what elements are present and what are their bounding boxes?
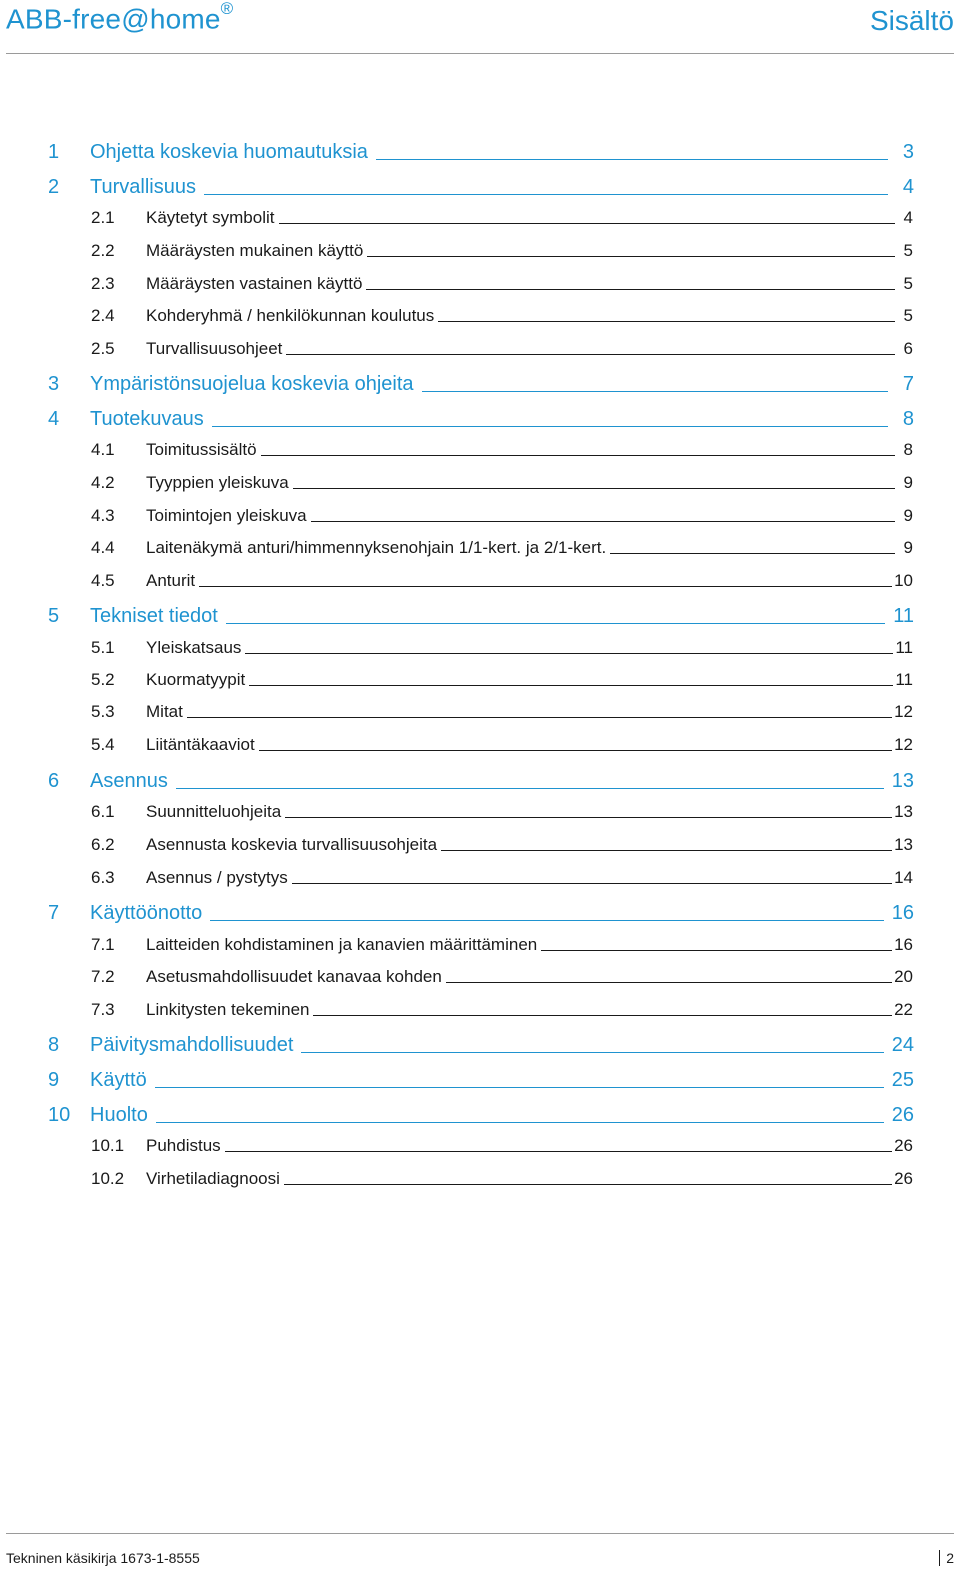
toc-leader-line [259,749,892,751]
toc-leader-line [311,520,895,522]
toc-leader-line [212,425,888,427]
toc-leader-line [284,1183,892,1185]
toc-title: Toimintojen yleiskuva [146,506,307,525]
toc-number: 8 [48,1034,60,1056]
toc-number: 4.1 [91,440,115,459]
footer-page-number: 2 [939,1550,954,1566]
toc-page-number: 7 [902,373,914,395]
toc-number: 6.1 [91,802,115,821]
toc-entry-section[interactable] [0,800,960,822]
toc-page-number: 26 [891,1104,914,1126]
toc-number: 2.1 [91,208,115,227]
toc-leader-line [176,787,884,789]
toc-entry-chapter[interactable] [0,173,960,199]
brand-name: ABB-free@home [6,3,221,35]
toc-entry-chapter[interactable] [0,1066,960,1092]
toc-entry-section[interactable] [0,933,960,955]
toc-page-number: 9 [903,538,913,557]
toc-title: Turvallisuusohjeet [146,339,283,358]
toc-number: 10.2 [91,1169,125,1188]
toc-title: Käyttöönotto [90,902,203,924]
toc-title: Asennus / pystytys [146,868,288,887]
toc-page-number: 26 [894,1136,913,1155]
toc-page-number: 11 [895,638,913,657]
toc-number: 4.5 [91,571,115,590]
toc-title: Anturit [146,571,196,590]
toc-entry-section[interactable] [0,471,960,493]
toc-number: 6 [48,770,60,792]
toc-entry-section[interactable] [0,438,960,460]
toc-title: Suunnitteluohjeita [146,802,282,821]
toc-page-number: 10 [894,571,913,590]
toc-number: 4 [48,408,60,430]
toc-leader-line [226,622,885,624]
toc-title: Määräysten vastainen käyttö [146,274,363,293]
toc-number: 4.2 [91,473,115,492]
toc-title: Laitteiden kohdistaminen ja kanavien määrittäminen [146,935,538,954]
toc-entry-section[interactable] [0,504,960,526]
toc-entry-chapter[interactable] [0,138,960,164]
toc-entry-section[interactable] [0,636,960,658]
toc-number: 6.3 [91,868,115,887]
toc-leader-line [292,882,892,884]
toc-number: 5.1 [91,638,115,657]
toc-entry-section[interactable] [0,833,960,855]
toc-entry-section[interactable] [0,668,960,690]
toc-page-number: 6 [903,339,913,358]
toc-number: 5.4 [91,735,115,754]
toc-title: Asennus [90,770,168,792]
toc-page-number: 9 [903,473,913,492]
toc-page-number: 16 [891,902,914,924]
toc-entry-section[interactable] [0,239,960,261]
toc-leader-line [446,981,892,983]
toc-entry-chapter[interactable] [0,1101,960,1127]
toc-entry-chapter[interactable] [0,370,960,396]
toc-entry-section[interactable] [0,700,960,722]
toc-number: 5.3 [91,702,115,721]
section-title: Sisältö [869,5,954,36]
toc-leader-line [261,454,895,456]
toc-leader-line [301,1051,883,1053]
toc-page-number: 5 [903,241,913,260]
toc-title: Yleiskatsaus [146,638,242,657]
toc-number: 9 [48,1069,60,1091]
toc-title: Asennusta koskevia turvallisuusohjeita [146,835,438,854]
toc-entry-section[interactable] [0,965,960,987]
toc-leader-line [225,1150,892,1152]
toc-title: Käytetyt symbolit [146,208,275,227]
toc-number: 2.3 [91,274,115,293]
toc-leader-line [293,487,895,489]
toc-title: Turvallisuus [90,176,196,198]
toc-page-number: 13 [894,835,913,854]
toc-number: 2.2 [91,241,115,260]
toc-title: Ohjetta koskevia huomautuksia [90,141,368,163]
toc-leader-line [249,684,893,686]
toc-number: 5.2 [91,670,115,689]
toc-leader-line [441,849,892,851]
toc-entry-section[interactable] [0,998,960,1020]
toc-page-number: 5 [903,306,913,325]
toc-number: 3 [48,373,60,395]
toc-title: Puhdistus [146,1136,221,1155]
toc-entry-section[interactable] [0,1167,960,1189]
toc-entry-section[interactable] [0,866,960,888]
toc-number: 2 [48,176,60,198]
toc-number: 7 [48,902,60,924]
toc-number: 1 [48,141,60,163]
toc-title: Linkitysten tekeminen [146,1000,310,1019]
page-header [6,0,954,54]
toc-leader-line [156,1121,884,1123]
toc-title: Käyttö [90,1069,147,1091]
toc-title: Mitat [146,702,183,721]
toc-entry-chapter[interactable] [0,899,960,925]
toc-title: Tyyppien yleiskuva [146,473,289,492]
toc-page-number: 22 [894,1000,913,1019]
toc-title: Huolto [90,1104,148,1126]
toc-leader-line [541,949,892,951]
toc-entry-chapter[interactable] [0,602,960,628]
toc-leader-line [422,390,888,392]
toc-leader-line [245,652,893,654]
toc-leader-line [187,716,892,718]
toc-number: 2.5 [91,339,115,358]
toc-page-number: 3 [902,141,914,163]
toc-leader-line [438,320,895,322]
toc-number: 4.3 [91,506,115,525]
toc-number: 6.2 [91,835,115,854]
toc-entry-section[interactable] [0,1134,960,1156]
toc-page-number: 11 [895,670,913,689]
toc-page-number: 4 [903,208,913,227]
toc-entry-section[interactable] [0,536,960,558]
toc-leader-line [376,158,888,160]
toc-title: Tekniset tiedot [90,605,218,627]
toc-leader-line [313,1014,892,1016]
toc-leader-line [155,1086,884,1088]
toc-leader-line [279,222,896,224]
toc-page-number: 5 [903,274,913,293]
toc-title: Päivitysmahdollisuudet [90,1034,294,1056]
toc-entry-section[interactable] [0,206,960,228]
toc-number: 7.3 [91,1000,115,1019]
toc-title: Tuotekuvaus [90,408,204,430]
toc-number: 7.1 [91,935,115,954]
toc-page-number: 13 [894,802,913,821]
toc-entry-chapter[interactable] [0,767,960,793]
toc-entry-chapter[interactable] [0,405,960,431]
toc-title: Asetusmahdollisuudet kanavaa kohden [146,967,442,986]
footer-doc-title: Tekninen käsikirja 1673-1-8555 [6,1550,200,1566]
toc-page-number: 4 [902,176,914,198]
toc-leader-line [285,816,892,818]
toc-page-number: 8 [902,408,914,430]
toc-entry-section[interactable] [0,733,960,755]
toc-entry-section[interactable] [0,304,960,326]
toc-number: 5 [48,605,60,627]
toc-page-number: 11 [893,605,914,627]
toc-title: Liitäntäkaaviot [146,735,255,754]
toc-leader-line [210,919,883,921]
toc-page-number: 25 [891,1069,914,1091]
toc-leader-line [199,585,892,587]
toc-number: 4.4 [91,538,115,557]
toc-title: Toimitussisältö [146,440,257,459]
toc-entry-section[interactable] [0,337,960,359]
toc-title: Kuormatyypit [146,670,246,689]
toc-title: Laitenäkymä anturi/himmennyksenohjain 1/1-kert. ja 2/1-kert. [146,538,607,557]
toc-page-number: 8 [903,440,913,459]
toc-leader-line [610,552,895,554]
page-footer [6,1533,954,1572]
toc-page-number: 20 [894,967,913,986]
toc-page-number: 12 [894,735,913,754]
toc-page-number: 26 [894,1169,913,1188]
toc-entry-chapter[interactable] [0,1031,960,1057]
toc-title: Virhetiladiagnoosi [146,1169,280,1188]
toc-number: 10 [48,1104,71,1126]
toc-page-number: 24 [891,1034,914,1056]
toc-title: Määräysten mukainen käyttö [146,241,364,260]
toc-leader-line [367,255,895,257]
toc-title: Kohderyhmä / henkilökunnan koulutus [146,306,435,325]
toc-number: 2.4 [91,306,115,325]
toc-page-number: 12 [894,702,913,721]
toc-entry-section[interactable] [0,272,960,294]
toc-number: 7.2 [91,967,115,986]
toc-page-number: 16 [894,935,913,954]
toc-leader-line [204,193,888,195]
toc-page-number: 13 [891,770,914,792]
toc-page-number: 14 [894,868,913,887]
toc-page-number: 9 [903,506,913,525]
brand-title [6,0,234,35]
registered-mark: ® [220,0,234,18]
toc-number: 10.1 [91,1136,125,1155]
toc-leader-line [286,353,895,355]
toc-title: Ympäristönsuojelua koskevia ohjeita [90,373,414,395]
toc-entry-section[interactable] [0,569,960,591]
toc-leader-line [366,288,895,290]
